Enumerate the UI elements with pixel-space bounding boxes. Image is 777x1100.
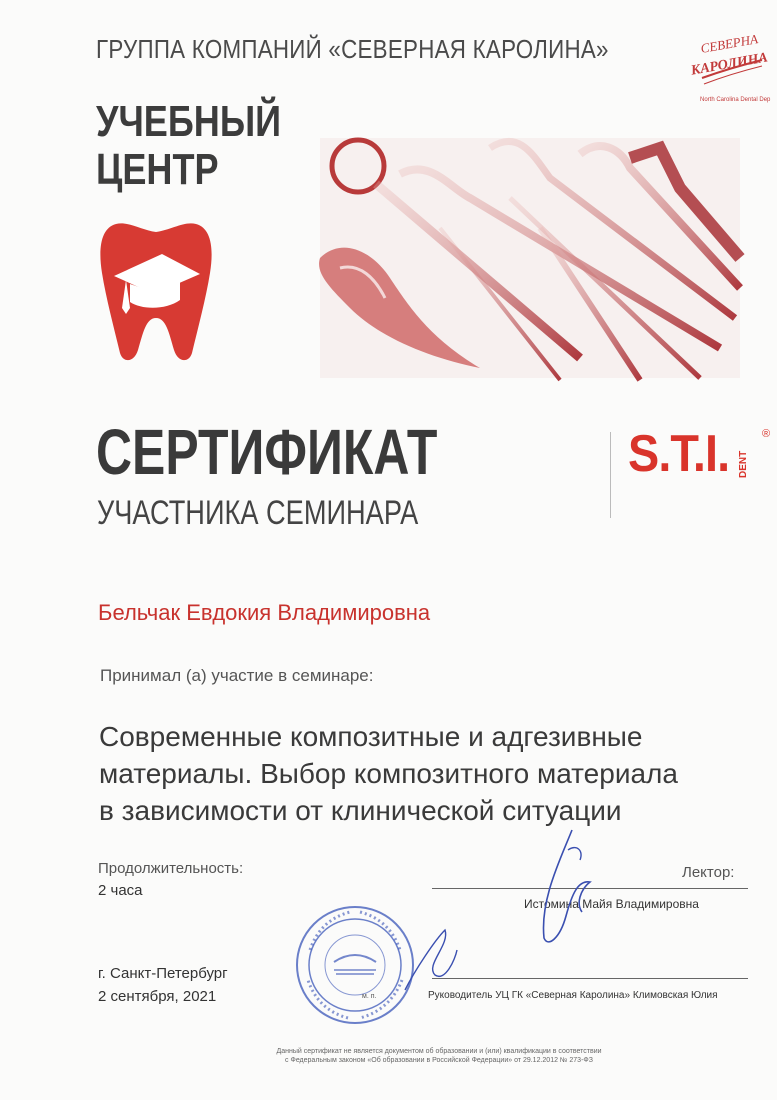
footnote-line: с Федеральным законом «Об образовании в Российской Федерации» от 29.12.2012 № 273-ФЗ	[285, 1057, 593, 1064]
sti-dent-label: DENT	[738, 450, 749, 478]
center-line2: ЦЕНТР	[96, 145, 219, 194]
seminar-line: Современные композитные и адгезивные	[99, 721, 643, 752]
head-signature	[395, 920, 465, 1000]
certificate-subtitle: УЧАСТНИКА СЕМИНАРА	[97, 494, 419, 532]
vertical-divider	[610, 432, 611, 518]
signature	[520, 820, 600, 950]
brand-line1: СЕВЕРНА	[699, 31, 759, 56]
duration-label: Продолжительность:	[98, 860, 244, 877]
sti-logo: S.T.I.	[628, 425, 730, 483]
brand-subtitle: North Carolina Dental Dep	[700, 97, 771, 103]
brand-logo	[690, 30, 770, 100]
seminar-line: материалы. Выбор композитного материала	[99, 758, 678, 789]
took-part-label: Принимал (а) участие в семинаре:	[100, 666, 374, 685]
date: 2 сентября, 2021	[98, 988, 217, 1005]
footnote-line: Данный сертификат не является документом об образовании и (или) квалификации в соответствии	[276, 1048, 602, 1055]
participant-name: Бельчак Евдокия Владимировна	[98, 600, 431, 625]
duration-value: 2 часа	[98, 882, 143, 899]
certificate-title: СЕРТИФИКАТ	[96, 416, 438, 488]
registered-mark: ®	[762, 428, 771, 440]
training-center-title	[96, 98, 281, 194]
lecturer-name: Истомина Майя Владимировна	[524, 897, 699, 911]
stamp-mark: м. п.	[362, 993, 377, 1000]
city: г. Санкт-Петербург	[98, 965, 228, 982]
brand-line2: КАРОЛИНА	[690, 50, 769, 79]
seminar-title	[99, 718, 777, 829]
signature-line	[432, 978, 748, 979]
dental-tools-illustration	[280, 118, 750, 388]
seminar-line: в зависимости от клинической ситуации	[99, 795, 622, 826]
head-name: Руководитель УЦ ГК «Северная Каролина» Климовская Юлия	[428, 990, 718, 1001]
lecturer-label: Лектор:	[682, 864, 735, 881]
footnote	[200, 1047, 678, 1065]
group-title: ГРУППА КОМПАНИЙ «СЕВЕРНАЯ КАРОЛИНА»	[96, 34, 609, 64]
tooth-graduation-icon	[96, 218, 216, 363]
center-line1: УЧЕБНЫЙ	[96, 97, 282, 146]
